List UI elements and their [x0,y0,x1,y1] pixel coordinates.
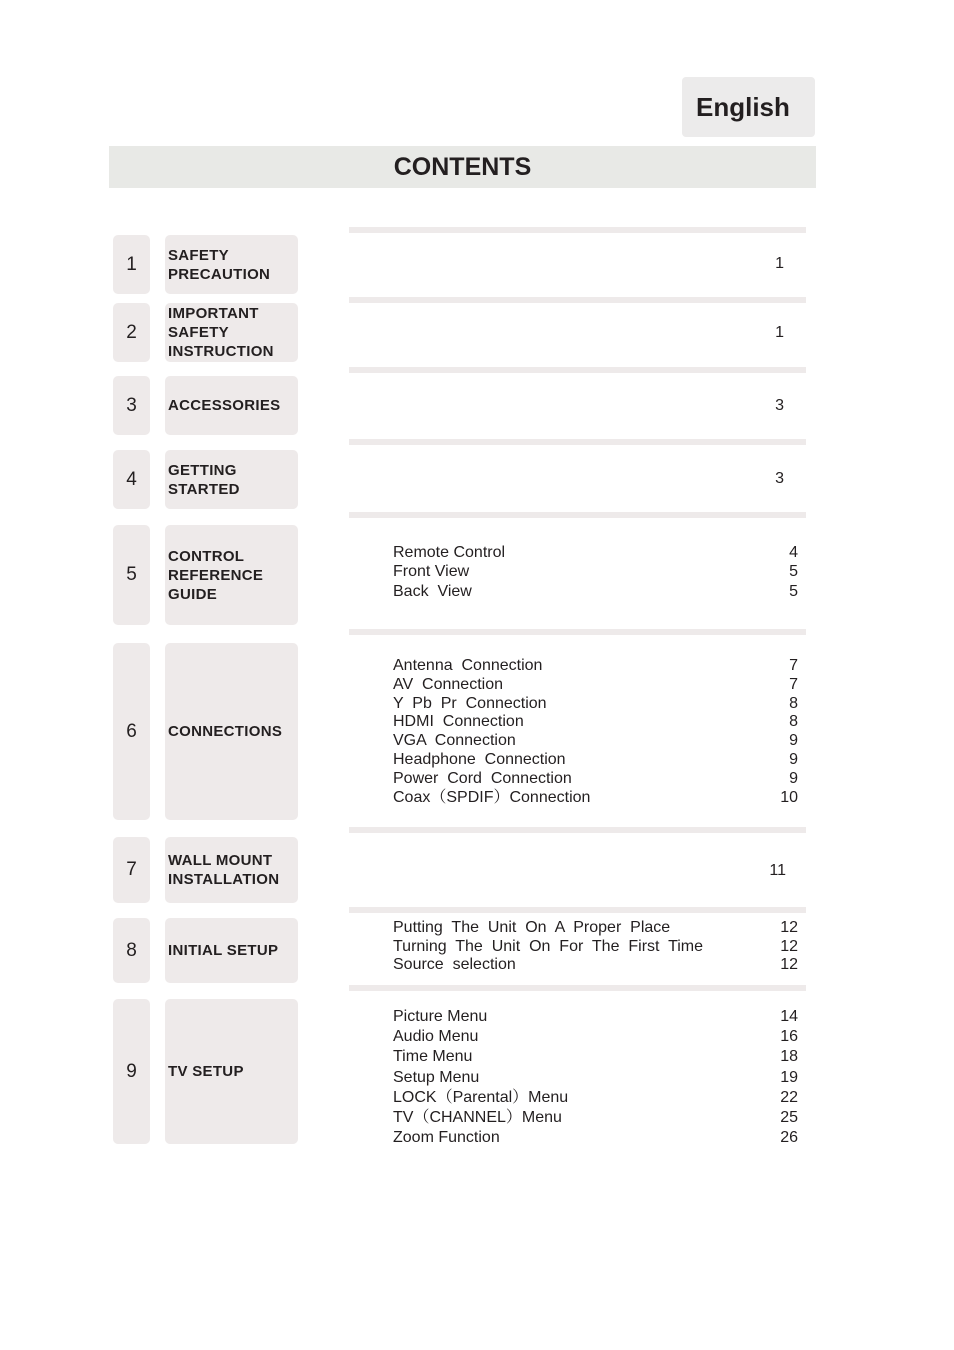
toc-entry-page: 25 [780,1108,798,1126]
toc-entry[interactable] [393,1108,798,1128]
toc-entry-title: Audio Menu [393,1028,479,1046]
section-label: CONNECTIONS [165,643,298,820]
toc-entry[interactable] [393,562,798,581]
section-number: 1 [113,235,150,294]
toc-entry[interactable] [393,1007,798,1027]
toc-entry-page: 22 [780,1088,798,1106]
section-label: GETTING STARTED [165,450,298,509]
toc-entry-title: Setup Menu [393,1068,480,1086]
toc-entry-page: 9 [789,732,798,750]
toc-entry-title: Turning The Unit On For The First Time [393,937,704,955]
page-title: CONTENTS [393,153,532,181]
toc-entry[interactable] [393,938,798,957]
section-number: 4 [113,450,150,509]
toc-entry[interactable] [393,713,798,732]
toc-entry-title: Y Pb Pr Connection [393,694,547,712]
toc-entry-page: 8 [789,694,798,712]
section-number: 9 [113,999,150,1144]
section-divider [349,297,806,303]
section-divider [349,367,806,373]
section-divider [349,907,806,913]
toc-entry-page: 18 [780,1048,798,1066]
toc-entry[interactable] [393,919,798,938]
toc-entry-title: AV Connection [393,675,503,693]
contents-header-bar [109,146,816,188]
section-divider [349,985,806,991]
section-label: WALL MOUNT INSTALLATION [165,837,298,903]
toc-entry-page: 12 [780,919,798,936]
toc-entry-title: Remote Control [393,544,506,561]
section-divider [349,827,806,833]
toc-entry[interactable] [393,582,798,601]
toc-entry[interactable] [393,1027,798,1047]
section-label: TV SETUP [165,999,298,1144]
toc-entry-title: Time Menu [393,1048,473,1066]
section-entries [393,657,798,807]
toc-entry-title: Zoom Function [393,1129,500,1147]
toc-entry-page: 14 [780,1008,798,1025]
section-entries [393,1007,798,1148]
toc-entry-title: VGA Connection [393,732,516,750]
language-badge: English [682,77,815,137]
section-label: CONTROL REFERENCE GUIDE [165,525,298,625]
toc-entry-page: 16 [780,1028,798,1046]
toc-entry-title: Picture Menu [393,1008,488,1025]
toc-entry-title: LOCK（Parental）Menu [393,1088,569,1106]
section-entries [393,543,798,601]
section-divider [349,512,806,518]
section-page-number[interactable]: 1 [775,324,784,341]
section-label: IMPORTANT SAFETY INSTRUCTION [165,303,298,362]
toc-entry-page: 5 [789,563,798,581]
toc-entry-page: 19 [780,1068,798,1086]
section-number: 8 [113,918,150,983]
toc-entry[interactable] [393,657,798,676]
section-number: 3 [113,376,150,435]
section-page-number[interactable]: 3 [775,397,784,414]
toc-entry[interactable] [393,732,798,751]
section-entries [393,919,798,975]
toc-entry[interactable] [393,695,798,714]
toc-entry[interactable] [393,1047,798,1067]
section-label: INITIAL SETUP [165,918,298,983]
toc-entry-title: Antenna Connection [393,657,543,674]
section-number: 7 [113,837,150,903]
toc-entry-page: 10 [780,788,798,806]
toc-entry-page: 12 [780,937,798,955]
toc-entry-page: 26 [780,1129,798,1147]
section-label: SAFETY PRECAUTION [165,235,298,294]
toc-entry-title: Power Cord Connection [393,769,572,787]
toc-entry-page: 8 [789,713,798,731]
section-number: 2 [113,303,150,362]
toc-entry[interactable] [393,1068,798,1088]
toc-entry-title: Source selection [393,956,516,973]
toc-entry-page: 7 [789,657,798,674]
toc-entry-title: TV（CHANNEL）Menu [393,1108,562,1126]
section-page-number[interactable]: 3 [775,470,784,487]
toc-entry-title: Front View [393,563,470,581]
toc-entry-page: 5 [789,582,798,600]
section-page-number[interactable]: 11 [769,862,786,879]
section-number: 5 [113,525,150,625]
toc-entry-title: HDMI Connection [393,713,524,731]
toc-entry[interactable] [393,1128,798,1148]
toc-entry-title: Back View [393,582,472,600]
toc-entry-page: 9 [789,750,798,768]
toc-entry[interactable] [393,543,798,562]
toc-entry[interactable] [393,676,798,695]
toc-entry[interactable] [393,751,798,770]
toc-entry[interactable] [393,956,798,975]
section-divider [349,439,806,445]
toc-entry-title: Coax（SPDIF）Connection [393,788,591,806]
toc-entry-page: 4 [789,544,798,561]
toc-entry-page: 12 [780,956,798,973]
toc-entry[interactable] [393,1088,798,1108]
toc-entry[interactable] [393,789,798,808]
toc-entry-page: 7 [789,675,798,693]
toc-entry-page: 9 [789,769,798,787]
section-label: ACCESSORIES [165,376,298,435]
toc-entry[interactable] [393,770,798,789]
section-divider [349,227,806,233]
toc-entry-title: Putting The Unit On A Proper Place [393,919,671,936]
section-page-number[interactable]: 1 [775,255,784,272]
section-number: 6 [113,643,150,820]
section-divider [349,629,806,635]
toc-entry-title: Headphone Connection [393,750,566,768]
